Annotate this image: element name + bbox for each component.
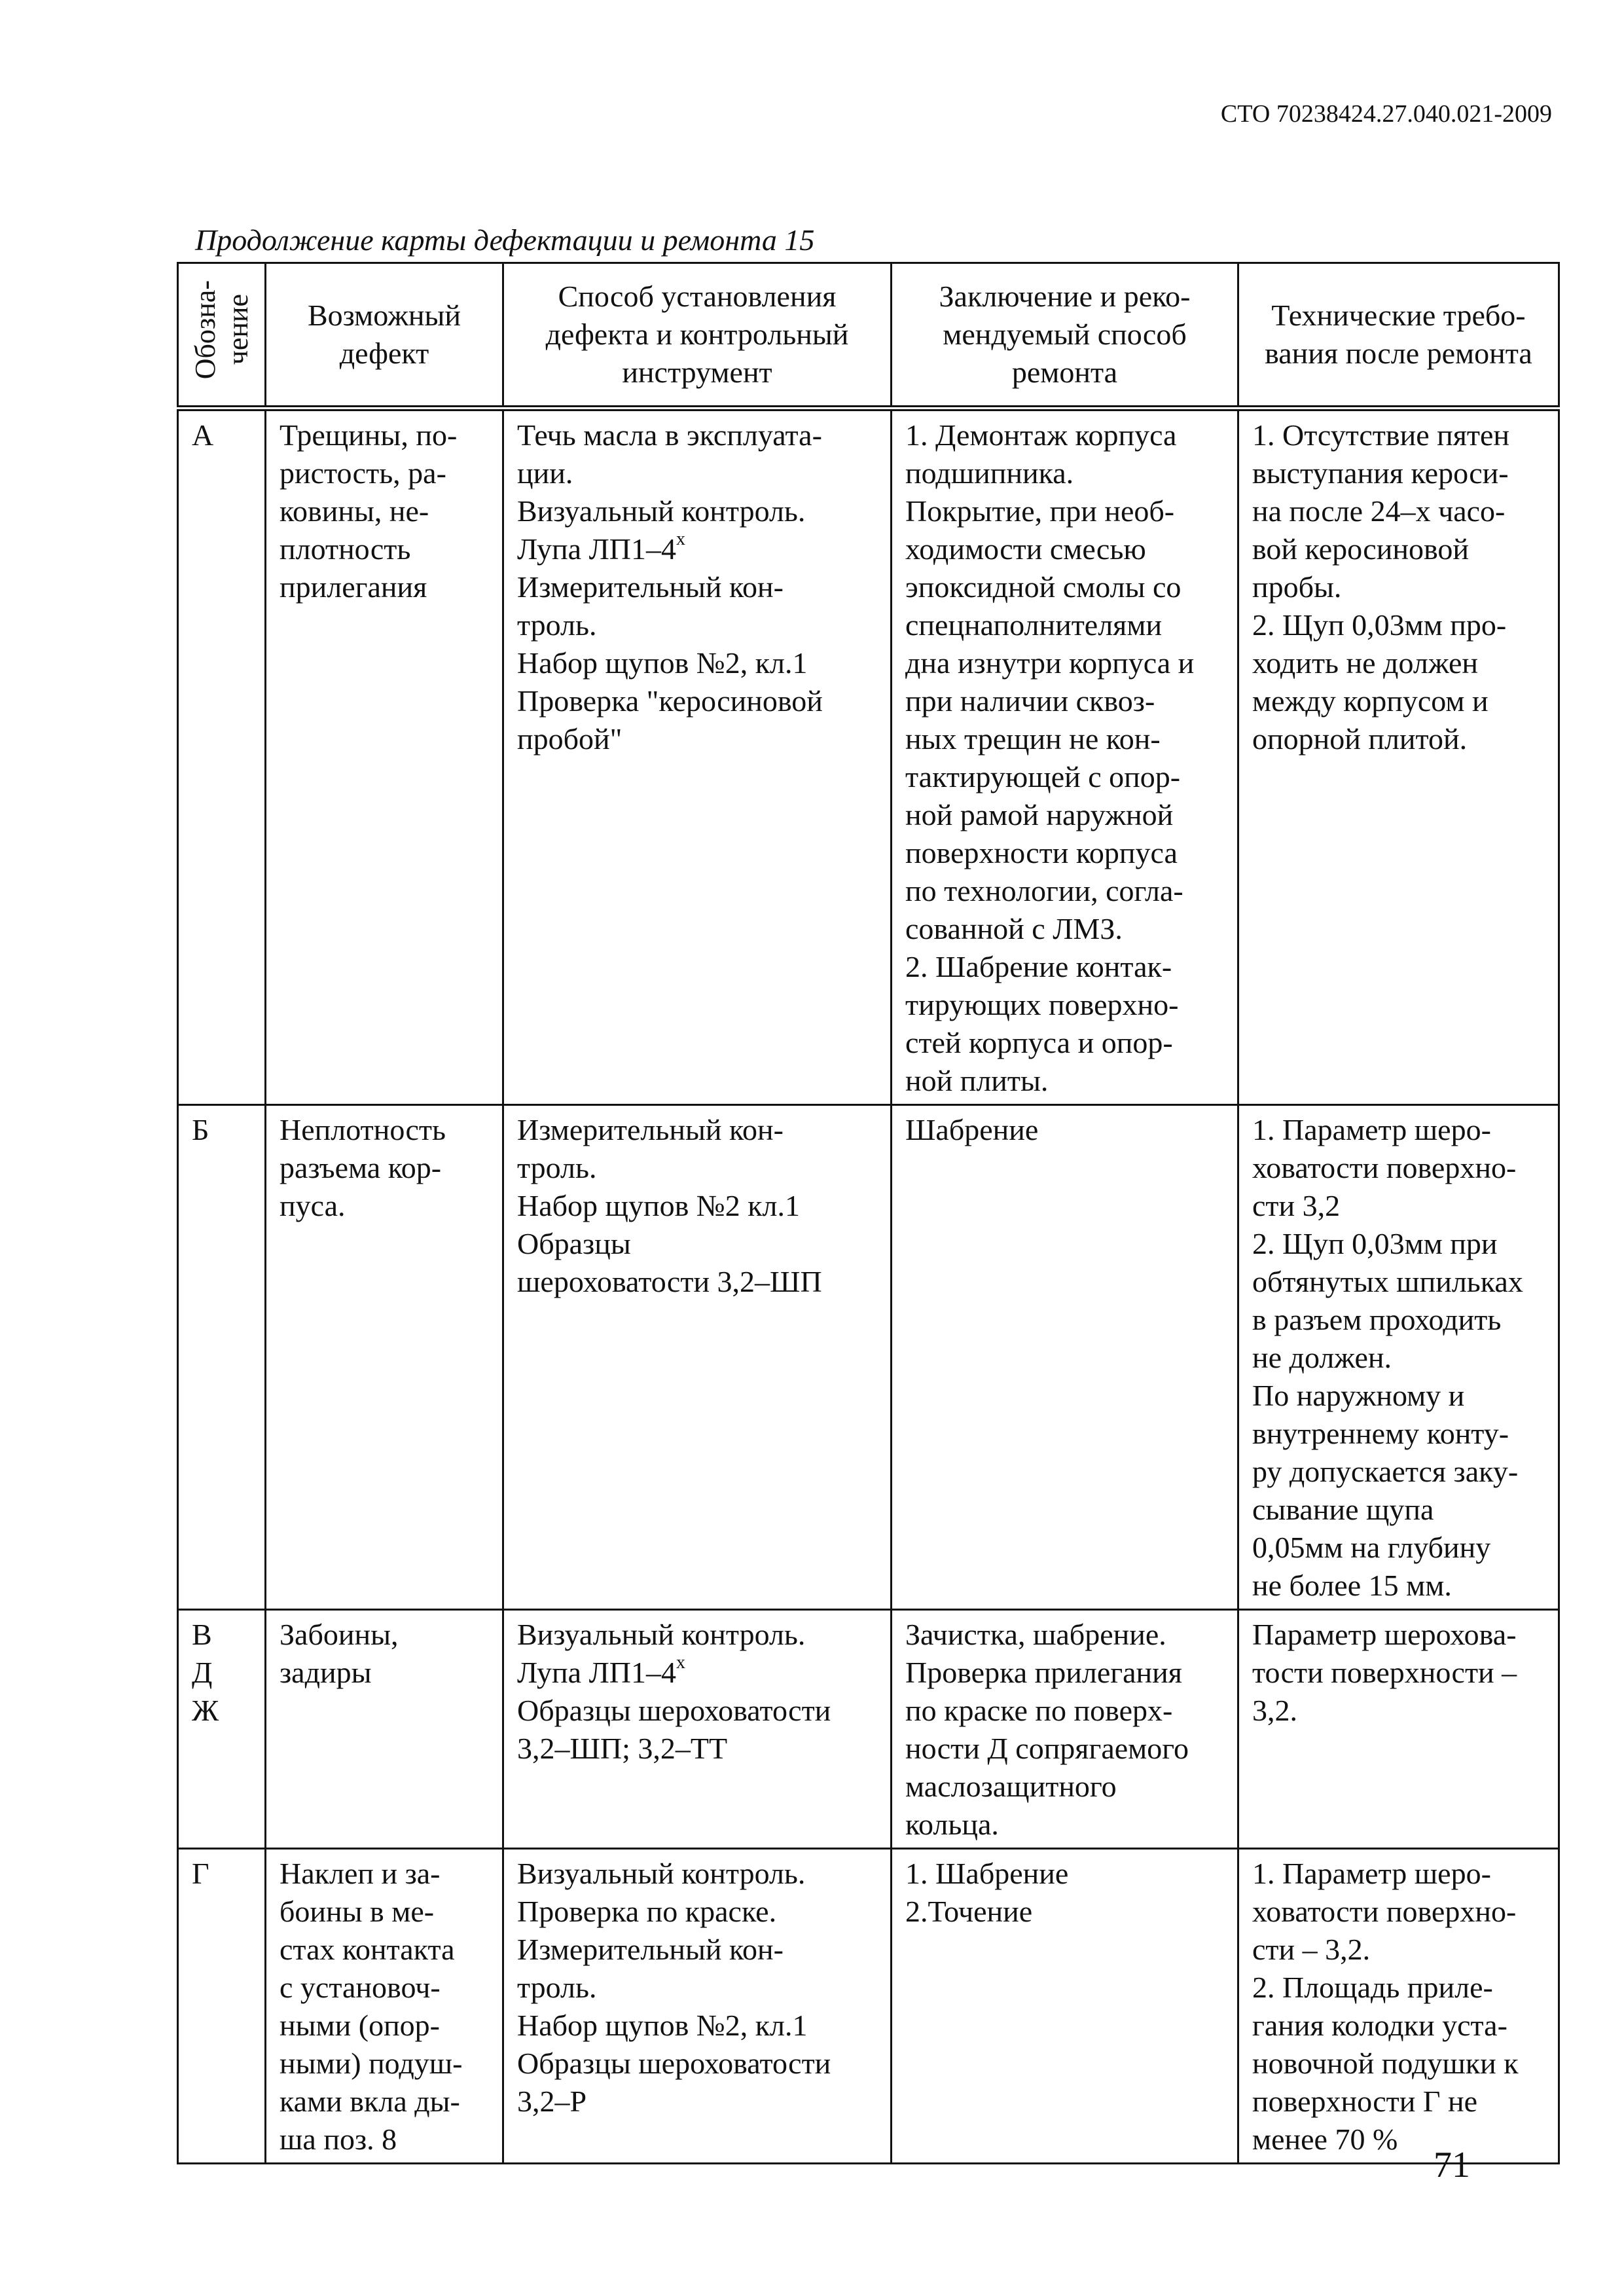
cell-line: не более 15 мм. <box>1252 1569 1452 1602</box>
table-row <box>178 1610 1559 1849</box>
method-cell <box>503 1610 892 1849</box>
header-requirements: Технические требо- вания после ремонта <box>1238 263 1559 409</box>
cell-line: пробы. <box>1252 570 1342 604</box>
table-row <box>178 1105 1559 1610</box>
cell-line: боины в ме- <box>280 1895 435 1928</box>
cell-line: гания колодки уста- <box>1252 2009 1507 2042</box>
requirements-cell <box>1238 1849 1559 2164</box>
cell-line: Измерительный кон- <box>517 1933 784 1966</box>
cell-line: пуса. <box>280 1189 346 1222</box>
cell-line: эпоксидной смолы со <box>905 570 1182 604</box>
cell-line: Проверка по краске. <box>517 1895 777 1928</box>
cell-line: ной плиты. <box>905 1064 1049 1097</box>
cell-line: троль. <box>517 1971 597 2004</box>
cell-line: дна изнутри корпуса и <box>905 646 1195 680</box>
cell-line: опорной плитой. <box>1252 722 1468 756</box>
method-cell <box>503 409 892 1105</box>
conclusion-cell <box>892 1105 1238 1610</box>
cell-line: Забоины, <box>280 1618 399 1651</box>
cell-line: А <box>192 418 214 452</box>
requirements-cell <box>1238 409 1559 1105</box>
cell-line: 1. Демонтаж корпуса <box>905 418 1177 452</box>
cell-line: на после 24–х часо- <box>1252 494 1506 528</box>
cell-line: с установоч- <box>280 1971 441 2004</box>
cell-line: 3,2. <box>1252 1694 1297 1727</box>
cell-line: Д <box>192 1656 213 1689</box>
cell-line: Лупа $ЛП1-4^х$ <box>517 1652 686 1689</box>
cell-line: шероховатости 3,2–ШП <box>517 1265 822 1298</box>
cell-line: 3,2–Р <box>517 2085 587 2118</box>
cell-line: В <box>192 1618 212 1651</box>
cell-line: тирующих поверхно- <box>905 988 1179 1021</box>
cell-line: Неплотность <box>280 1113 446 1146</box>
defect-repair-table <box>177 262 1560 2164</box>
cell-line: новочной подушки к <box>1252 2047 1519 2080</box>
cell-line: стах контакта <box>280 1933 455 1966</box>
cell-line: ходимости смесью <box>905 532 1146 566</box>
header-defect: Возможный дефект <box>266 263 503 409</box>
cell-line: кольца. <box>905 1808 999 1841</box>
code-cell <box>178 1105 266 1610</box>
cell-line: по краске по поверх- <box>905 1694 1173 1727</box>
cell-line: плотность <box>280 532 411 566</box>
cell-line: обтянутых шпильках <box>1252 1265 1523 1298</box>
cell-line: Образцы шероховатости <box>517 2047 831 2080</box>
cell-line: стей корпуса и опор- <box>905 1026 1173 1059</box>
cell-line: 2. Щуп 0,03мм про- <box>1252 608 1507 642</box>
cell-line: 1. Параметр шеро- <box>1252 1113 1491 1146</box>
cell-line: Набор щупов №2, кл.1 <box>517 646 808 680</box>
cell-line: ру допускается заку- <box>1252 1455 1519 1488</box>
cell-line: спецнаполнителями <box>905 608 1163 642</box>
code-cell <box>178 1610 266 1849</box>
cell-line: Зачистка, шабрение. <box>905 1618 1166 1651</box>
defect-cell <box>266 1610 503 1849</box>
cell-line: между корпусом и <box>1252 684 1489 718</box>
cell-line: Б <box>192 1113 209 1146</box>
header-code-label: Обозна- чение <box>189 280 254 380</box>
cell-line: ками вкла ды- <box>280 2085 460 2118</box>
cell-line: Г <box>192 1857 209 1890</box>
cell-line: Образцы <box>517 1227 631 1260</box>
cell-line: 0,05мм на глубину <box>1252 1531 1491 1564</box>
cell-line: внутреннему конту- <box>1252 1417 1509 1450</box>
cell-line: ности Д сопрягаемого <box>905 1732 1189 1765</box>
cell-line: прилегания <box>280 570 427 604</box>
cell-line: ных трещин не кон- <box>905 722 1161 756</box>
cell-line: Ж <box>192 1694 219 1727</box>
cell-line: Образцы шероховатости <box>517 1694 831 1727</box>
header-conclusion: Заключение и реко- мендуемый способ ремонта <box>892 263 1238 409</box>
cell-line: маслозащитного <box>905 1770 1117 1803</box>
defect-cell <box>266 1105 503 1610</box>
cell-line: сывание щупа <box>1252 1493 1434 1526</box>
cell-line: при наличии сквоз- <box>905 684 1155 718</box>
cell-line: ными (опор- <box>280 2009 441 2042</box>
document-code: СТО 70238424.27.040.021-2009 <box>1220 100 1552 128</box>
requirements-cell <box>1238 1610 1559 1849</box>
cell-line: Наклеп и за- <box>280 1857 441 1890</box>
cell-line: 2. Щуп 0,03мм при <box>1252 1227 1498 1260</box>
conclusion-cell <box>892 409 1238 1105</box>
cell-line: сованной с ЛМЗ. <box>905 912 1123 945</box>
superscript: х <box>676 1652 686 1673</box>
header-code <box>178 263 266 409</box>
cell-line: 1. Шабрение <box>905 1857 1069 1890</box>
cell-line: менее 70 % <box>1252 2123 1398 2156</box>
requirements-cell <box>1238 1105 1559 1610</box>
cell-line: Параметр шерохова- <box>1252 1618 1517 1651</box>
cell-line: вой керосиновой <box>1252 532 1469 566</box>
table-row <box>178 409 1559 1105</box>
cell-line: сти – 3,2. <box>1252 1933 1371 1966</box>
cell-line: задиры <box>280 1656 372 1689</box>
table-row <box>178 1849 1559 2164</box>
cell-line: 2.Точение <box>905 1895 1033 1928</box>
cell-line: тактирующей с опор- <box>905 760 1181 793</box>
cell-line: Шабрение <box>905 1113 1039 1146</box>
cell-line: Трещины, по- <box>280 418 458 452</box>
header-method: Способ установления дефекта и контрольный инструмент <box>503 263 892 409</box>
cell-line: 2. Шабрение контак- <box>905 950 1172 983</box>
table-header-row <box>178 263 1559 409</box>
cell-line: выступания кероси- <box>1252 456 1509 490</box>
table-body <box>178 409 1559 2164</box>
cell-line: ными) подуш- <box>280 2047 463 2080</box>
cell-line: ходить не должен <box>1252 646 1479 680</box>
cell-line: Покрытие, при необ- <box>905 494 1175 528</box>
cell-line: подшипника. <box>905 456 1074 490</box>
cell-line: Измерительный кон- <box>517 1113 784 1146</box>
cell-line: по технологии, согла- <box>905 874 1183 907</box>
table-caption: Продолжение карты дефектации и ремонта 15 <box>195 223 815 257</box>
cell-line: троль. <box>517 1151 597 1184</box>
cell-line: троль. <box>517 608 597 642</box>
cell-line: 3,2–ШП; 3,2–ТТ <box>517 1732 728 1765</box>
method-cell <box>503 1849 892 2164</box>
cell-line: разъема кор- <box>280 1151 442 1184</box>
cell-line: ховатости поверхно- <box>1252 1895 1517 1928</box>
superscript: х <box>676 529 686 549</box>
cell-line: Лупа $ЛП1-4^х$ <box>517 529 686 566</box>
cell-line: ховатости поверхно- <box>1252 1151 1517 1184</box>
cell-line: Визуальный контроль. <box>517 1857 806 1890</box>
cell-line: поверхности Г не <box>1252 2085 1478 2118</box>
cell-line: 2. Площадь приле- <box>1252 1971 1493 2004</box>
cell-line: Проверка "керосиновой <box>517 684 823 718</box>
page-number: 71 <box>1434 2145 1470 2185</box>
code-cell <box>178 1849 266 2164</box>
cell-line: Визуальный контроль. <box>517 494 806 528</box>
cell-line: ристость, ра- <box>280 456 446 490</box>
cell-line: не должен. <box>1252 1341 1392 1374</box>
cell-line: сти 3,2 <box>1252 1189 1341 1222</box>
cell-line: пробой" <box>517 722 623 756</box>
cell-line: в разъем проходить <box>1252 1303 1502 1336</box>
conclusion-cell <box>892 1610 1238 1849</box>
defect-cell <box>266 1849 503 2164</box>
cell-line: ции. <box>517 456 573 490</box>
cell-line: Измерительный кон- <box>517 570 784 604</box>
code-cell <box>178 409 266 1105</box>
conclusion-cell <box>892 1849 1238 2164</box>
cell-line: Проверка прилегания <box>905 1656 1182 1689</box>
cell-line: 1. Отсутствие пятен <box>1252 418 1510 452</box>
cell-line: тости поверхности – <box>1252 1656 1517 1689</box>
cell-line: 1. Параметр шеро- <box>1252 1857 1491 1890</box>
cell-line: поверхности корпуса <box>905 836 1178 869</box>
cell-line: Набор щупов №2, кл.1 <box>517 2009 808 2042</box>
cell-line: Течь масла в эксплуата- <box>517 418 822 452</box>
cell-line: Набор щупов №2 кл.1 <box>517 1189 800 1222</box>
cell-line: ковины, не- <box>280 494 429 528</box>
cell-line: ша поз. 8 <box>280 2123 397 2156</box>
cell-line: Визуальный контроль. <box>517 1618 806 1651</box>
method-cell <box>503 1105 892 1610</box>
defect-cell <box>266 409 503 1105</box>
cell-line: ной рамой наружной <box>905 798 1174 831</box>
cell-line: По наружному и <box>1252 1379 1465 1412</box>
